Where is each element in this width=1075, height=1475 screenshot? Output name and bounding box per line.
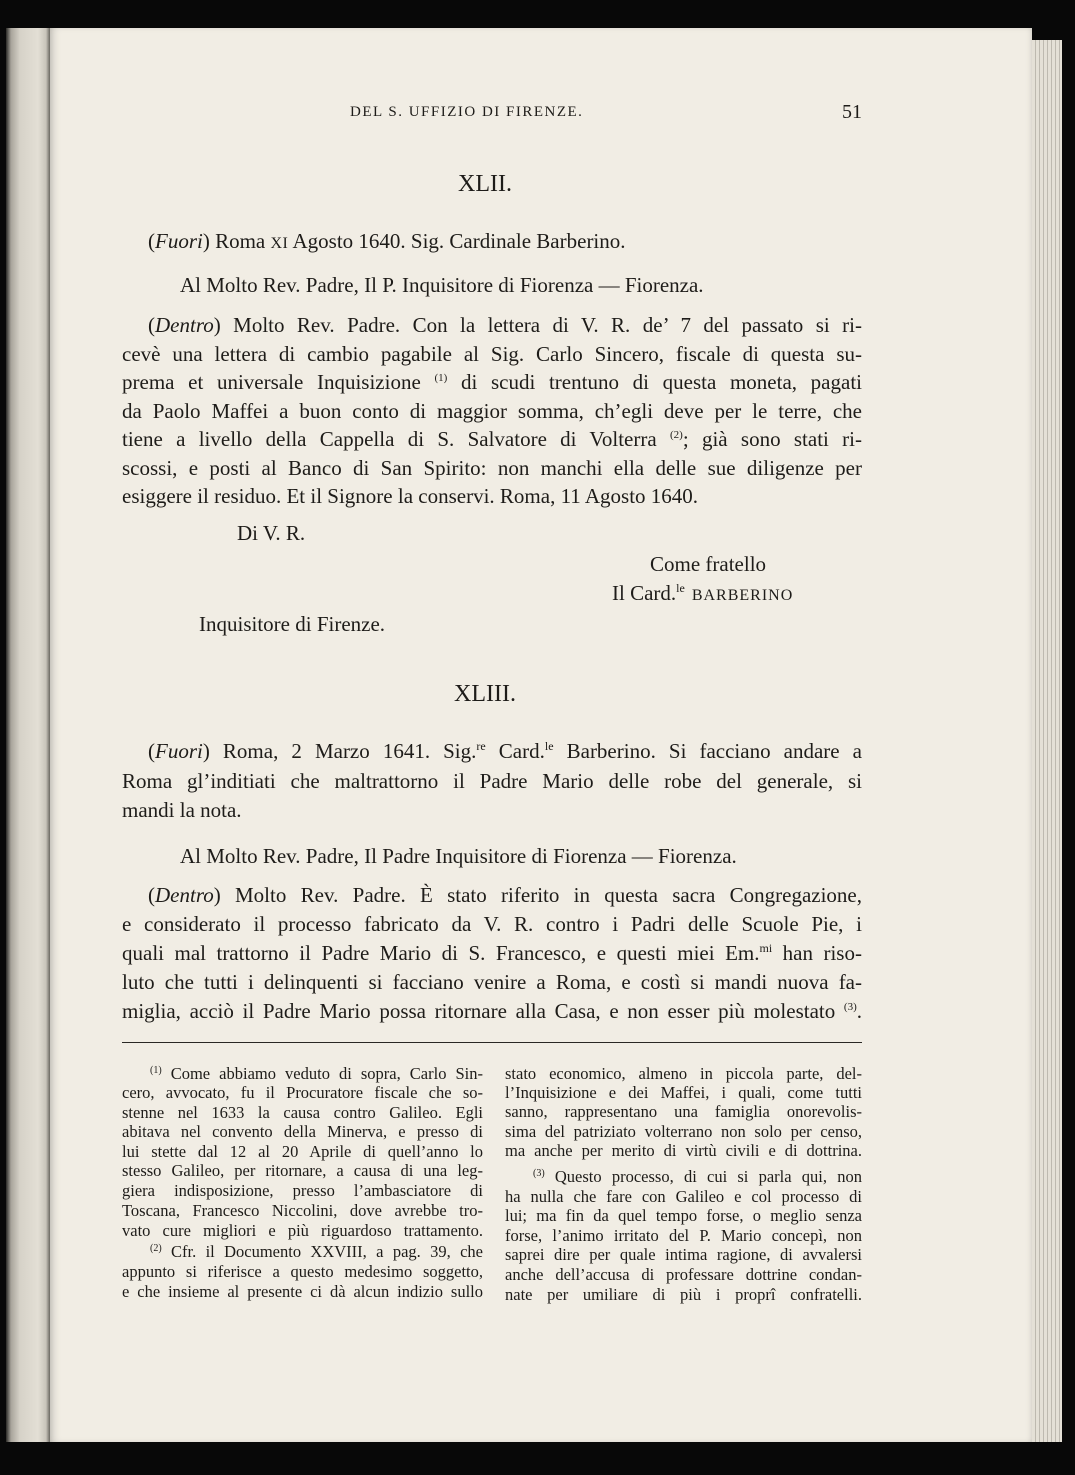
xlii-addressee: Inquisitore di Firenze. bbox=[199, 612, 386, 636]
footnote-rule bbox=[122, 1042, 862, 1043]
dentro-label: Dentro bbox=[155, 313, 214, 337]
xlii-body-line bbox=[122, 397, 862, 425]
footnote-line: appunto si riferisce a questo medesimo soggetto, bbox=[122, 1262, 483, 1281]
line-text: di scudi trentuno di questa moneta, pagati bbox=[447, 370, 862, 394]
document-numeral-xliii: XLIII. bbox=[454, 681, 516, 707]
dentro-label: Dentro bbox=[155, 883, 214, 907]
xliii-body-line bbox=[148, 881, 862, 909]
line-text: cevè una lettera di cambio pagabile al Sig. Carlo Sincero, fiscale di questa su- bbox=[122, 342, 862, 366]
line-text: quali mal trattorno il Padre Mario di S. Francesco, e questi miei Em. bbox=[122, 941, 760, 965]
footnote-line: e che insieme al presente ci dà alcun indizio sullo bbox=[122, 1282, 483, 1301]
line-text: Cfr. il Documento XXVIII, a pag. 39, che bbox=[161, 1242, 483, 1261]
xliii-recipient: Al Molto Rev. Padre, Il Padre Inquisitore di Fiorenza — Fiorenza. bbox=[180, 844, 737, 868]
address-text: Agosto 1640. Sig. Cardinale Barberino. bbox=[288, 229, 626, 253]
footnote-marker-2: (2) bbox=[150, 1243, 162, 1254]
abbrev-sup: mi bbox=[759, 941, 773, 955]
signature-abbrev-sup: le bbox=[676, 581, 685, 595]
line-text: ) Roma, 2 Marzo 1641. Sig. bbox=[202, 739, 477, 763]
footnote-line: ha nulla che fare con Galileo e col processo di bbox=[505, 1187, 862, 1206]
line-text: da Paolo Maffei a buon conto di maggior somma, ch’egli deve per le terre, che bbox=[122, 399, 862, 423]
footnote-line: abitava nel convento della Minerva, e presso di bbox=[122, 1122, 483, 1141]
signature-name: BARBERINO bbox=[691, 587, 794, 604]
paren: ( bbox=[148, 229, 155, 253]
xlii-body-line bbox=[122, 454, 862, 482]
paren: ( bbox=[148, 883, 155, 907]
line-text: tiene a livello della Cappella di S. Salvatore di Volterra bbox=[122, 427, 670, 451]
line-text: Roma gl’inditiati che maltrattorno il Padre Mario delle robe del generale, si bbox=[122, 769, 862, 793]
xliii-outer-line bbox=[122, 767, 862, 795]
running-title: DEL S. UFFIZIO DI FIRENZE. bbox=[350, 104, 584, 120]
roman-day: XI bbox=[270, 235, 289, 252]
footnote-line bbox=[533, 1167, 862, 1187]
footnote-line: sima del patriziato volterrano non solo per censo, bbox=[505, 1122, 862, 1141]
abbrev-sup: re bbox=[476, 739, 486, 753]
footnote-line: nate per umiliare di più i proprî confratelli. bbox=[505, 1285, 862, 1304]
page-number: 51 bbox=[842, 101, 862, 123]
xliii-body-line bbox=[122, 968, 862, 996]
abbrev-sup: le bbox=[544, 739, 554, 753]
xlii-salutation: Di V. R. bbox=[237, 521, 306, 545]
xlii-body-line bbox=[122, 340, 862, 368]
footnote-line: sanno, rappresentano una famiglia onorevolis- bbox=[505, 1102, 862, 1121]
xlii-body-line bbox=[122, 482, 862, 510]
footnote-line: saprei dire per quale intima ragione, di avvalersi bbox=[505, 1245, 862, 1264]
line-text: luto che tutti i delinquenti si facciano venire a Roma, e costì si mandi nuova fa- bbox=[122, 970, 862, 994]
xlii-body-line bbox=[148, 311, 862, 339]
right-page-edges bbox=[1032, 40, 1062, 1442]
line-text: mandi la nota. bbox=[122, 798, 242, 822]
footnote-line bbox=[150, 1242, 483, 1262]
footnote-ref-3: (3) bbox=[843, 1001, 857, 1013]
footnote-line: ma anche per merito di virtù civili e di dottrina. bbox=[505, 1141, 862, 1160]
xlii-body-line bbox=[122, 368, 862, 396]
xlii-body-line bbox=[122, 425, 862, 453]
fuori-label: Fuori bbox=[155, 229, 203, 253]
xliii-body-line bbox=[122, 997, 862, 1025]
footnote-line: l’Inquisizione e dei Maffei, i quali, come tutti bbox=[505, 1083, 862, 1102]
footnote-line: giera indisposizione, presso l’ambasciatore di bbox=[122, 1181, 483, 1200]
line-text: Card. bbox=[485, 739, 545, 763]
xliii-body-line bbox=[122, 939, 862, 967]
xlii-recipient: Al Molto Rev. Padre, Il P. Inquisitore di Fiorenza — Fiorenza. bbox=[180, 273, 704, 297]
line-text: ) Molto Rev. Padre. Con la lettera di V. R. de’ 7 del passato si ri- bbox=[213, 313, 862, 337]
footnote-line: forse, l’animo irritato del P. Mario concepì, non bbox=[505, 1226, 862, 1245]
xlii-signature bbox=[612, 579, 862, 607]
xliii-outer-line bbox=[122, 796, 862, 824]
document-numeral-xlii: XLII. bbox=[458, 171, 512, 197]
footnote-line: lui stette dal 12 al 20 Aprile di quell’anno lo bbox=[122, 1142, 483, 1161]
footnote-line: anche dell’accusa di professare dottrine condan- bbox=[505, 1265, 862, 1284]
line-text: e considerato il processo fabricato da V. R. contro i Padri delle Scuole Pie, i bbox=[122, 912, 862, 936]
line-text: Questo processo, di cui si parla qui, non bbox=[544, 1167, 862, 1186]
footnote-line: stenne nel 1633 la causa contro Galileo. Egli bbox=[122, 1103, 483, 1122]
line-text: scossi, e posti al Banco di San Spirito: non manchi ella delle sue diligenze per bbox=[122, 456, 862, 480]
xlii-closing: Come fratello bbox=[650, 552, 767, 576]
footnote-ref-1: (1) bbox=[434, 372, 448, 384]
line-text: han riso- bbox=[772, 941, 862, 965]
footnote-ref-2: (2) bbox=[670, 429, 683, 441]
line-text: ; già sono stati ri- bbox=[682, 427, 862, 451]
line-text: esiggere il residuo. Et il Signore la conservi. Roma, 11 Agosto 1640. bbox=[122, 484, 699, 508]
footnote-marker-1: (1) bbox=[150, 1065, 162, 1076]
line-text: Barberino. Si facciano andare a bbox=[553, 739, 862, 763]
footnote-line: vato cure migliori e più riguardoso trattamento. bbox=[122, 1221, 483, 1240]
address-text: ) Roma bbox=[202, 229, 271, 253]
footnote-line: Toscana, Francesco Niccolini, dove avrebbe tro- bbox=[122, 1201, 483, 1220]
fuori-label: Fuori bbox=[155, 739, 203, 763]
xlii-outer-address bbox=[148, 227, 862, 255]
footnote-line: lui; ma fin da quel tempo forse, o meglio senza bbox=[505, 1206, 862, 1225]
line-text: prema et universale Inquisizione bbox=[122, 370, 435, 394]
footnote-marker-3: (3) bbox=[533, 1168, 545, 1179]
xliii-outer-line bbox=[148, 737, 862, 765]
xliii-body-line bbox=[122, 910, 862, 938]
footnote-line: cero, avvocato, fu il Procuratore fiscale che so- bbox=[122, 1083, 483, 1102]
footnote-line: stesso Galileo, per ritornare, a causa di una leg- bbox=[122, 1161, 483, 1180]
line-text: ) Molto Rev. Padre. È stato riferito in questa sacra Congregazione, bbox=[213, 883, 862, 907]
signature-title: Il Card. bbox=[612, 581, 677, 605]
line-text: . bbox=[856, 999, 862, 1023]
paren: ( bbox=[148, 739, 155, 763]
footnote-line: stato economico, almeno in piccola parte, del- bbox=[505, 1064, 862, 1083]
left-page-edge bbox=[6, 28, 50, 1442]
line-text: Come abbiamo veduto di sopra, Carlo Sin- bbox=[161, 1064, 483, 1083]
paren: ( bbox=[148, 313, 155, 337]
line-text: miglia, acciò il Padre Mario possa ritornare alla Casa, e non esser più molestato bbox=[122, 999, 844, 1023]
footnote-line bbox=[150, 1064, 483, 1084]
